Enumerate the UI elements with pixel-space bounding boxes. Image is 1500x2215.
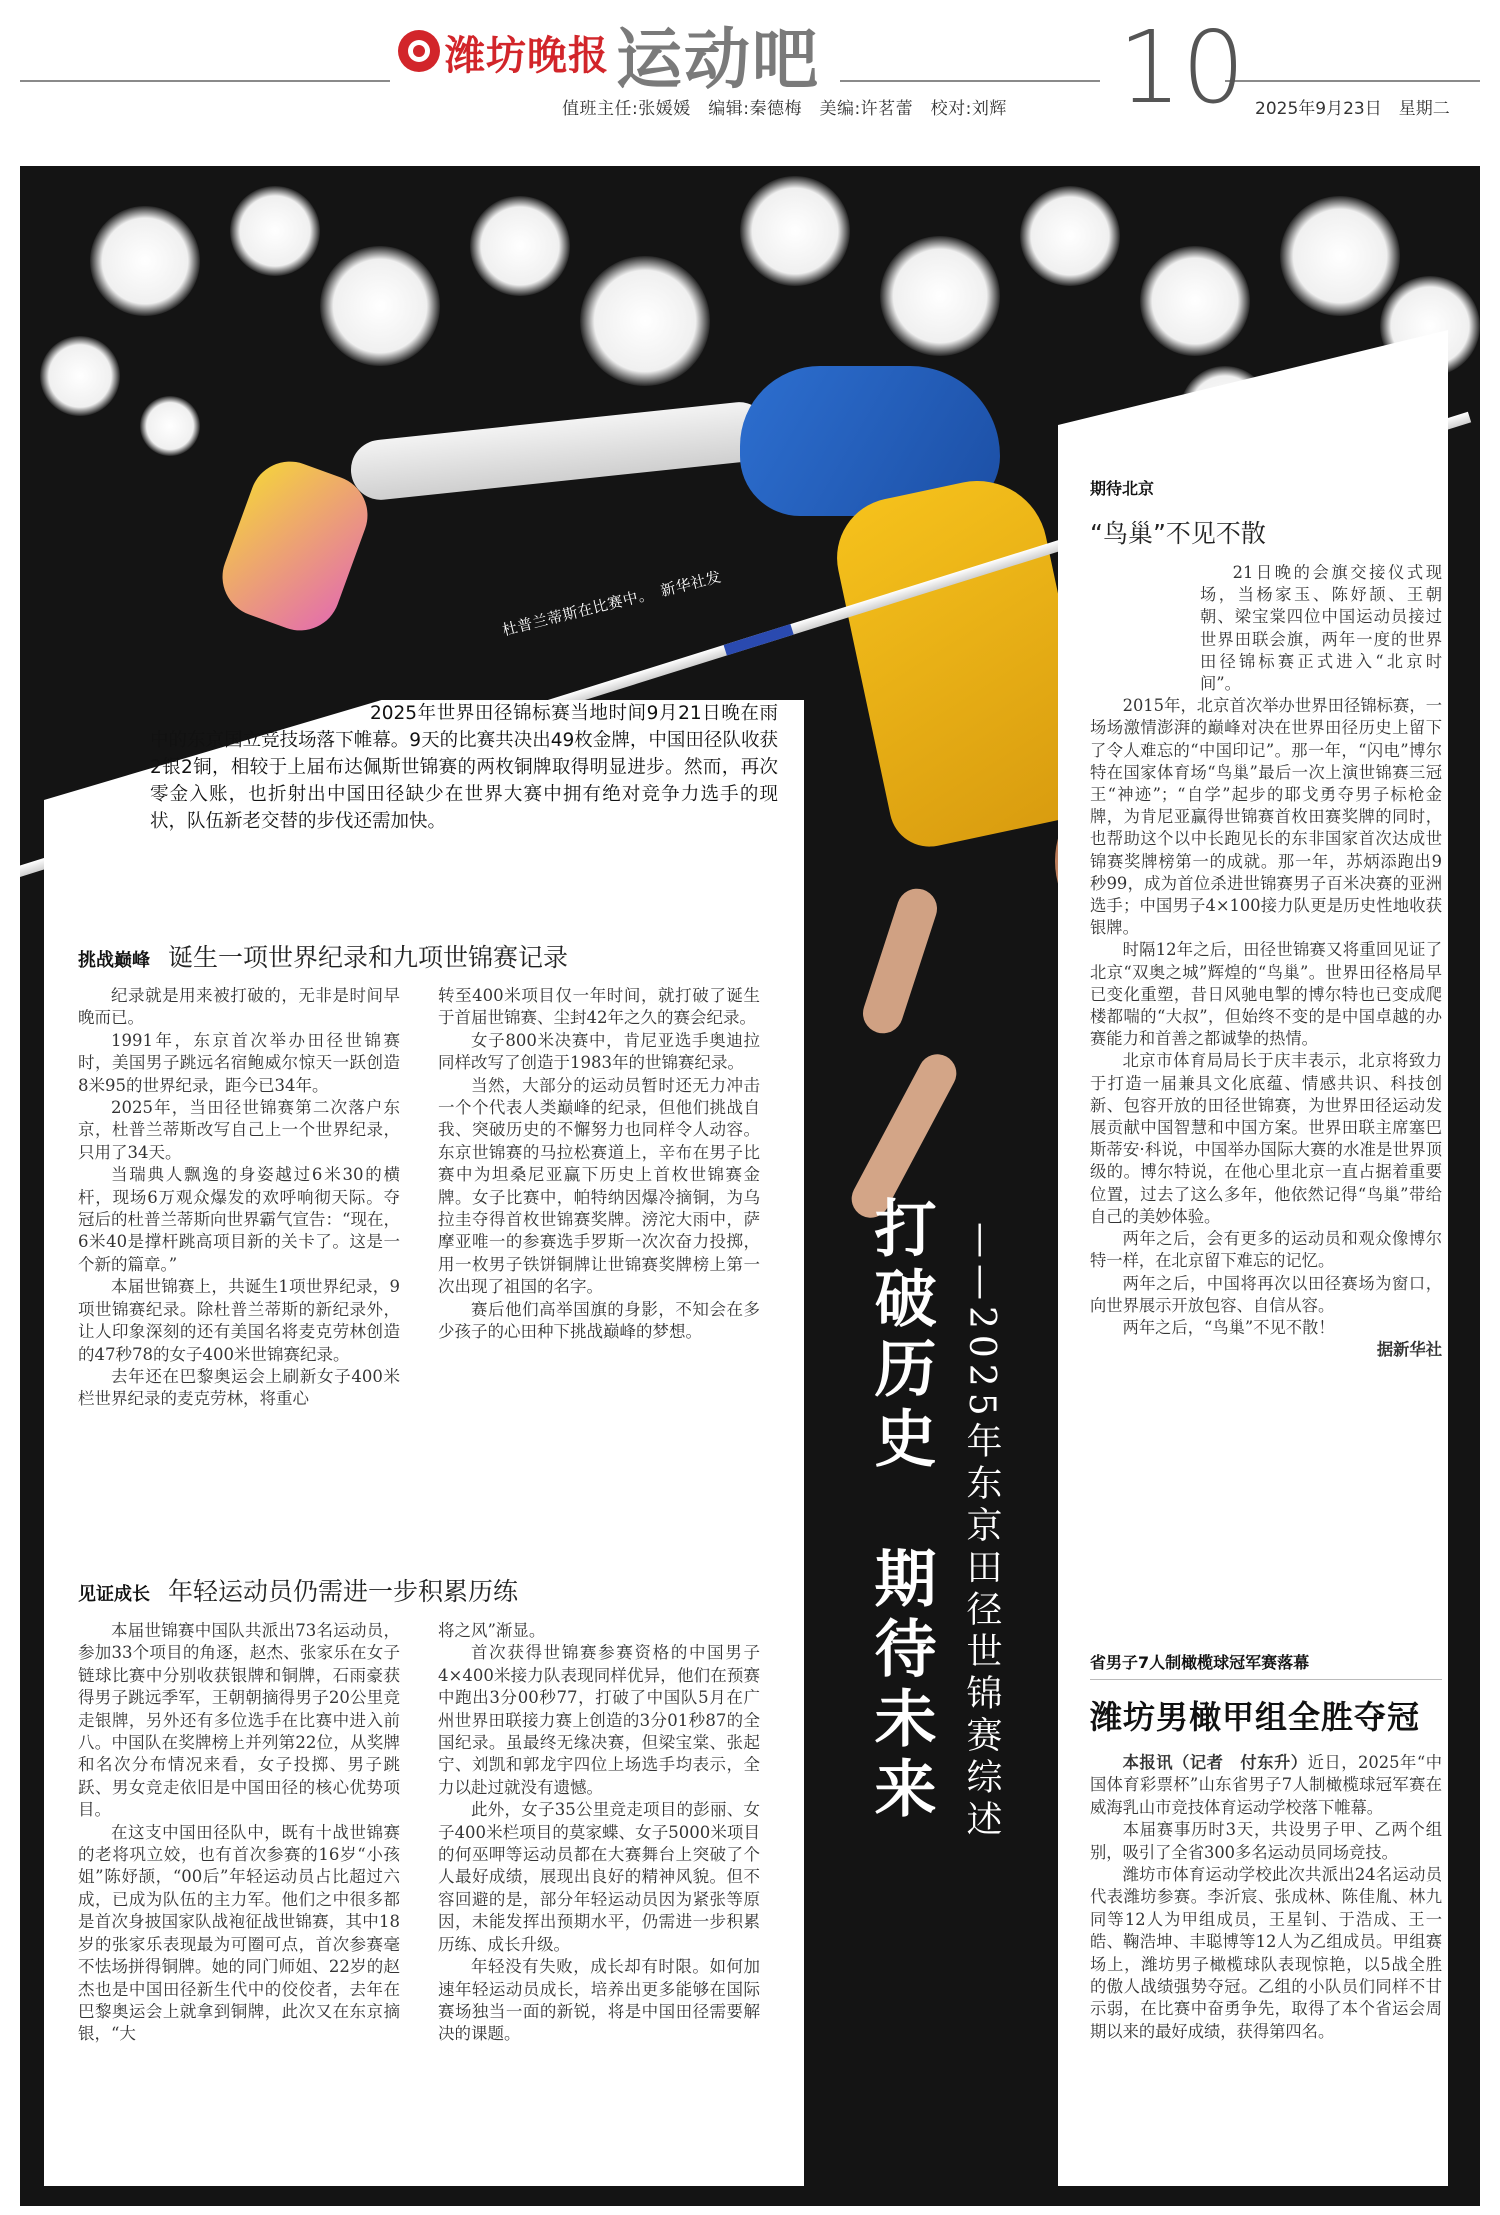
paragraph: 2015年，北京首次举办世界田径锦标赛，一场场激情澎湃的巅峰对决在世界田径历史上留下了令人难忘的“中国印记”。那一年，“闪电”博尔特在国家体育场“鸟巢”最后一次上演世锦赛三冠王“神迹”；“自学”起步的耶戈勇夺男子标枪金牌，为肯尼亚赢得世锦赛首枚田赛奖牌的同时，也帮助这个以中长跑见长的东非国家首次达成世锦赛奖牌榜第一的成就。那一年，苏炳添跑出9秒99，成为首位杀进世锦赛男子百米决赛的亚洲选手；中国男子4×100接力队更是历史性地收获银牌。 <box>1090 696 1442 938</box>
paragraph: 1991年，东京首次举办田径世锦赛时，美国男子跳远名宿鲍威尔惊天一跃创造8米95的世界纪录，距今已34年。 <box>78 1030 400 1095</box>
paragraph: 去年还在巴黎奥运会上刷新女子400米栏世界纪录的麦克劳林，将重心 <box>78 1366 400 1409</box>
stadium-light <box>40 336 120 416</box>
paragraph: 转至400米项目仅一年时间，就打破了诞生于首届世锦赛、尘封42年之久的赛会纪录。 <box>438 986 760 1028</box>
section-tag: 挑战巅峰 <box>78 950 150 971</box>
news-byline: 本报讯（记者 付东升） <box>1122 1753 1308 1772</box>
paragraph: 在这支中国田径队中，既有十战世锦赛的老将巩立姣，也有首次参赛的16岁“小孩姐”陈妤颉，“00后”年轻运动员占比超过六成，已成为队伍的主力军。他们之中很多都是首次身披国家队战袍征战世锦赛，其中18岁的张家乐表现最为可圈可点，首次参赛毫不怯场拼得铜牌。她的同门师姐、22岁的赵杰也是中国田径新生代中的佼佼者，去年在巴黎奥运会上就拿到铜牌，此次又在东京摘银，“大 <box>78 1822 400 2044</box>
news-kicker-text: 省男子7人制橄榄球冠军赛落幕 <box>1090 1653 1310 1672</box>
stadium-light <box>740 176 850 286</box>
paragraph: 北京市体育局局长于庆丰表示，北京将致力于打造一届兼具文化底蕴、情感共识、科技创新、包容开放的田径世锦赛，为世界田径运动发展贡献中国智慧和中国方案。世界田联主席塞巴斯蒂安·科说，中国举办国际大赛的水准是世界顶级的。博尔特说，在他心里北京一直占据着重要位置，过去了这么多年，他依然记得“鸟巢”带给自己的美妙体验。 <box>1090 1051 1442 1226</box>
staff-credits: 值班主任:张媛媛 编辑:秦德梅 美编:许茗蕾 校对:刘辉 <box>562 99 1007 119</box>
paragraph: 此外，女子35公里竞走项目的彭丽、女子400米栏项目的莫家蝶、女子5000米项目的何巫呷等运动员都在大赛舞台上突破了个人最好成绩，展现出良好的精神风貌。但不容回避的是，部分年轻运动员因为紧张等原因，未能发挥出预期水平，仍需进一步积累历练、成长升级。 <box>438 1800 760 1954</box>
athlete-leg <box>348 399 772 503</box>
paragraph: 时隔12年之后，田径世锦赛又将重回见证了北京“双奥之城”辉煌的“鸟巢”。世界田径格局早已变化重塑，昔日风驰电掣的博尔特也已变成爬楼都喘的“大叔”，但始终不变的是中国卓越的办赛能力和首善之都诚挚的热情。 <box>1090 940 1442 1049</box>
article-column <box>438 1620 760 2046</box>
crossbar-stripe <box>724 624 794 655</box>
stadium-light <box>230 186 320 276</box>
feature-subheadline: ——2025年东京田径世锦赛综述 <box>961 1222 1002 1842</box>
paragraph: 本届世锦赛中国队共派出73名运动员，参加33个项目的角逐，赵杰、张家乐在女子链球比赛中分别收获银牌和铜牌，石雨豪获得男子跳远季军，王朝朝摘得男子20公里竞走银牌，另外还有多位选手在比赛中进入前八。中国队在奖牌榜上并列第22位，从奖牌和名次分布情况来看，女子投掷、男子跳跃、男女竞走依旧是中国田径的核心优势项目。 <box>78 1621 400 1820</box>
stadium-light <box>1140 246 1250 356</box>
masthead <box>0 0 1500 160</box>
stadium-light <box>1280 196 1400 316</box>
masthead-rule-left <box>20 80 390 82</box>
news-body <box>1090 1752 1442 2043</box>
section-name: 运动吧 <box>616 21 820 98</box>
paragraph: 两年之后，会有更多的运动员和观众像博尔特一样，在北京留下难忘的记忆。 <box>1090 1229 1442 1271</box>
paragraph: 2025年，当田径世锦赛第二次落户东京，杜普兰蒂斯改写自己上一个世界纪录，只用了34天。 <box>78 1098 400 1162</box>
section-tag-text: 期待北京 <box>1090 479 1155 498</box>
section-tag: 见证成长 <box>78 1584 150 1605</box>
section-title-text: “鸟巢”不见不散 <box>1090 519 1266 548</box>
news-title-text: 潍坊男橄甲组全胜夺冠 <box>1090 1698 1421 1736</box>
paragraph: 本届世锦赛上，共诞生1项世界纪录，9项世锦赛纪录。除杜普兰蒂斯的新纪录外，让人印象深刻的还有美国名将麦克劳林创造的47秒78的女子400米世锦赛纪录。 <box>78 1277 400 1364</box>
section-header <box>78 938 568 974</box>
newspaper-name: 潍坊晚报 <box>445 33 609 79</box>
paragraph <box>1090 1752 1442 1819</box>
athlete-arm <box>858 883 942 1038</box>
stadium-light <box>140 396 200 456</box>
article-source: 据新华社 <box>1376 1340 1442 1360</box>
news-kicker <box>1090 1650 1442 1680</box>
paragraph: 本届赛事历时3天，共设男子甲、乙两个组别，吸引了全省300多名运动员同场竞技。 <box>1090 1820 1442 1862</box>
paragraph: 当然，大部分的运动员暂时还无力冲击一个个代表人类巅峰的纪录，但他们挑战自我、突破历史的不懈努力也同样令人动容。东京世锦赛的马拉松赛道上，辛布在男子比赛中为坦桑尼亚赢下历史上首枚世锦赛金牌。女子比赛中，帕特纳因爆冷摘铜，为乌拉圭夺得首枚世锦赛奖牌。滂沱大雨中，萨摩亚唯一的参赛选手罗斯一次次奋力投掷，用一枚男子铁饼铜牌让世锦赛奖牌榜上第一次出现了祖国的名字。 <box>438 1075 760 1297</box>
paragraph: 潍坊市体育运动学校此次共派出24名运动员代表潍坊参赛。李沂宸、张成林、陈佳胤、林九同等12人为甲组成员，王星钊、于浩成、王一皓、鞠浩坤、丰聪博等12人为乙组成员。甲组赛场上，潍坊男子橄榄球队表现惊艳，以5战全胜的傲人战绩强势夺冠。乙组的小队员们同样不甘示弱，在比赛中奋勇争先，取得了本个省运会周期以来的最好成绩，获得第四名。 <box>1090 1865 1442 2041</box>
photo-caption: 杜普兰蒂斯在比赛中。 新华社发 <box>500 567 724 640</box>
paragraph: 21日晚的会旗交接仪式现场，当杨家玉、陈妤颉、王朝朝、梁宝棠四位中国运动员接过世界田联会旗，两年一度的世界田径锦标赛正式进入“北京时间”。 <box>1200 563 1442 694</box>
feature-headline: 打破历史 期待未来 <box>864 1196 937 1826</box>
section-header <box>78 1572 518 1608</box>
stadium-light <box>90 206 200 316</box>
paragraph: 两年之后，中国将再次以田径赛场为窗口，向世界展示开放包容、自信从容。 <box>1090 1273 1442 1315</box>
article-lead: 2025年世界田径锦标赛当地时间9月21日晚在雨中的东京国立竞技场落下帷幕。9天的比赛共决出49枚金牌，中国田径队收获2银2铜，相较于上届布达佩斯世锦赛的两枚铜牌取得明显进步。然而，再次零金入账，也折射出中国田径缺少在世界大赛中拥有绝对竞争力选手的现状，队伍新老交替的步伐还需加快。 <box>150 703 778 832</box>
paragraph: 女子800米决赛中，肯尼亚选手奥迪拉同样改写了创造于1983年的世锦赛纪录。 <box>438 1030 760 1073</box>
stadium-light <box>580 256 710 386</box>
stadium-light <box>880 236 1000 356</box>
article-column <box>78 985 400 1411</box>
masthead-rule-right <box>1225 80 1480 82</box>
article-column <box>1090 562 1442 1361</box>
paragraph: 两年之后，“鸟巢”不见不散！ <box>1122 1317 1335 1337</box>
paragraph: 赛后他们高举国旗的身影，不知会在多少孩子的心田种下挑战巅峰的梦想。 <box>438 1299 760 1342</box>
paragraph: 纪录就是用来被打破的，无非是时间早晚而已。 <box>78 986 400 1028</box>
section-tag <box>1090 476 1154 499</box>
stadium-light <box>1020 186 1120 286</box>
news-title <box>1090 1692 1420 1738</box>
issue-date: 2025年9月23日 星期二 <box>1255 99 1450 119</box>
news-paragraph-text: 近日，2025年“中国体育彩票杯”山东省男子7人制橄榄球冠军赛在威海乳山市竞技体育运动学校落下帷幕。 <box>1090 1753 1442 1817</box>
section-title: 年轻运动员仍需进一步积累历练 <box>168 1577 519 1606</box>
page-number: 10 <box>1118 9 1246 126</box>
newspaper-logo-icon <box>398 30 440 72</box>
paragraph: 将之风”渐显。 <box>438 1621 546 1640</box>
article-column <box>78 1620 400 2046</box>
paragraph: 首次获得世锦赛参赛资格的中国男子4×400米接力队表现同样优异，他们在预赛中跑出3分00秒77，打破了中国队5月在广州世界田联接力赛上创造的3分01秒87的全国纪录。虽最终无缘决赛，但梁宝棠、张起宁、刘凯和郭龙宇四位上场选手均表示，全力以赴过就没有遗憾。 <box>438 1643 760 1797</box>
masthead-rule-mid <box>840 80 1100 82</box>
stadium-light <box>320 246 440 366</box>
stadium-light <box>470 196 570 296</box>
section-title <box>1090 514 1266 550</box>
paragraph: 年轻没有失败，成长却有时限。如何加速年轻运动员成长，培养出更多能够在国际赛场独当一面的新锐，将是中国田径需要解决的课题。 <box>438 1957 760 2044</box>
paragraph: 当瑞典人飘逸的身姿越过6米30的横杆，现场6万观众爆发的欢呼响彻天际。夺冠后的杜普兰蒂斯向世界霸气宣告：“现在，6米40是撑杆跳高项目新的关卡了。这是一个新的篇章。” <box>78 1165 400 1274</box>
section-title: 诞生一项世界纪录和九项世锦赛记录 <box>168 943 569 972</box>
article-column <box>438 985 760 1344</box>
